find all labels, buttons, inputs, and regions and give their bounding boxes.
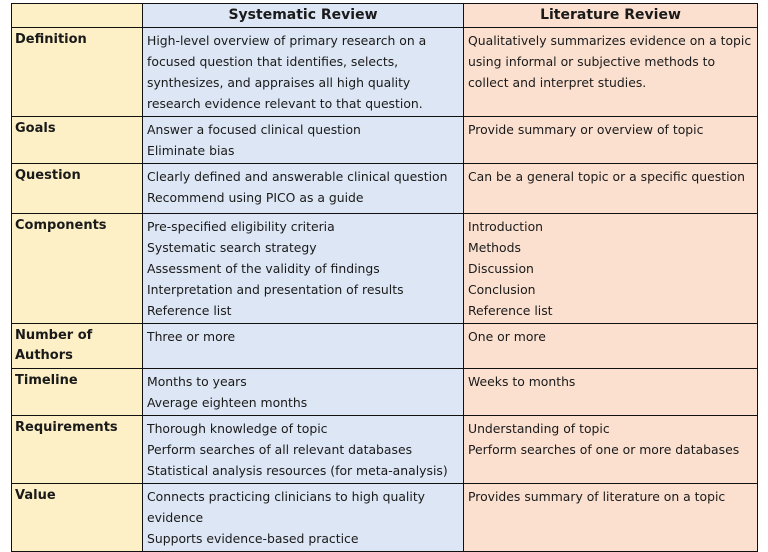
value-literature-line: Provides summary of literature on a topic	[468, 489, 726, 504]
comparison-table	[11, 3, 758, 552]
components-literature	[464, 214, 758, 324]
header-corner-cell	[12, 4, 143, 28]
components-literature-line: Conclusion	[468, 282, 536, 297]
components-systematic	[143, 214, 464, 324]
question-literature	[464, 164, 758, 214]
question-systematic-line: Clearly defined and answerable clinical question	[147, 169, 448, 184]
components-systematic-line: Reference list	[147, 303, 232, 318]
comparison-table-frame	[11, 3, 757, 546]
goals-literature	[464, 117, 758, 164]
definition-systematic	[143, 28, 464, 117]
row-number-of-authors	[12, 324, 758, 369]
row-question	[12, 164, 758, 214]
row-label-question: Question	[12, 164, 143, 214]
row-label-goals: Goals	[12, 117, 143, 164]
components-literature-line: Introduction	[468, 219, 544, 234]
requirements-systematic-line: Perform searches of all relevant databases	[147, 442, 413, 457]
requirements-systematic	[143, 416, 464, 484]
requirements-literature-line: Understanding of topic	[468, 421, 610, 436]
timeline-literature	[464, 369, 758, 416]
row-value	[12, 484, 758, 552]
goals-systematic-line: Eliminate bias	[147, 143, 235, 158]
row-components	[12, 214, 758, 324]
definition-systematic-text: High-level overview of primary research on a focused question that identifies, selects, synthesizes, and appraises all high quality research evidence relevant to that question.	[147, 33, 427, 111]
row-timeline	[12, 369, 758, 416]
value-systematic-line: Connects practicing clinicians to high quality evidence	[147, 489, 426, 525]
row-label-value: Value	[12, 484, 143, 552]
header-row	[12, 4, 758, 28]
authors-systematic	[143, 324, 464, 369]
timeline-systematic-line: Months to years	[147, 374, 247, 389]
components-systematic-line: Pre-specified eligibility criteria	[147, 219, 335, 234]
timeline-literature-line: Weeks to months	[468, 374, 576, 389]
requirements-literature	[464, 416, 758, 484]
timeline-systematic	[143, 369, 464, 416]
row-label-timeline: Timeline	[12, 369, 143, 416]
authors-literature-line: One or more	[468, 329, 546, 344]
components-systematic-line: Systematic search strategy	[147, 240, 317, 255]
value-systematic	[143, 484, 464, 552]
row-label-definition: Definition	[12, 28, 143, 117]
row-goals	[12, 117, 758, 164]
row-label-requirements: Requirements	[12, 416, 143, 484]
row-label-number-of-authors: Number of Authors	[12, 324, 143, 369]
goals-systematic	[143, 117, 464, 164]
requirements-literature-line: Perform searches of one or more databases	[468, 442, 740, 457]
timeline-systematic-line: Average eighteen months	[147, 395, 308, 410]
components-systematic-line: Interpretation and presentation of results	[147, 282, 404, 297]
authors-literature	[464, 324, 758, 369]
row-label-components: Components	[12, 214, 143, 324]
components-literature-line: Methods	[468, 240, 521, 255]
question-systematic	[143, 164, 464, 214]
row-definition	[12, 28, 758, 117]
requirements-systematic-line: Statistical analysis resources (for meta-analysis)	[147, 463, 448, 478]
header-literature-review: Literature Review	[464, 4, 758, 28]
authors-systematic-line: Three or more	[147, 329, 236, 344]
header-systematic-review: Systematic Review	[143, 4, 464, 28]
components-systematic-line: Assessment of the validity of findings	[147, 261, 380, 276]
components-literature-line: Discussion	[468, 261, 534, 276]
requirements-systematic-line: Thorough knowledge of topic	[147, 421, 328, 436]
question-literature-line: Can be a general topic or a specific question	[468, 169, 745, 184]
question-systematic-line: Recommend using PICO as a guide	[147, 190, 364, 205]
value-systematic-line: Supports evidence-based practice	[147, 531, 359, 546]
components-literature-line: Reference list	[468, 303, 553, 318]
definition-literature-text: Qualitatively summarizes evidence on a topic using informal or subjective methods to collect and interpret studies.	[468, 33, 752, 90]
value-literature	[464, 484, 758, 552]
goals-literature-line: Provide summary or overview of topic	[468, 122, 704, 137]
goals-systematic-line: Answer a focused clinical question	[147, 122, 361, 137]
row-requirements	[12, 416, 758, 484]
definition-literature	[464, 28, 758, 117]
